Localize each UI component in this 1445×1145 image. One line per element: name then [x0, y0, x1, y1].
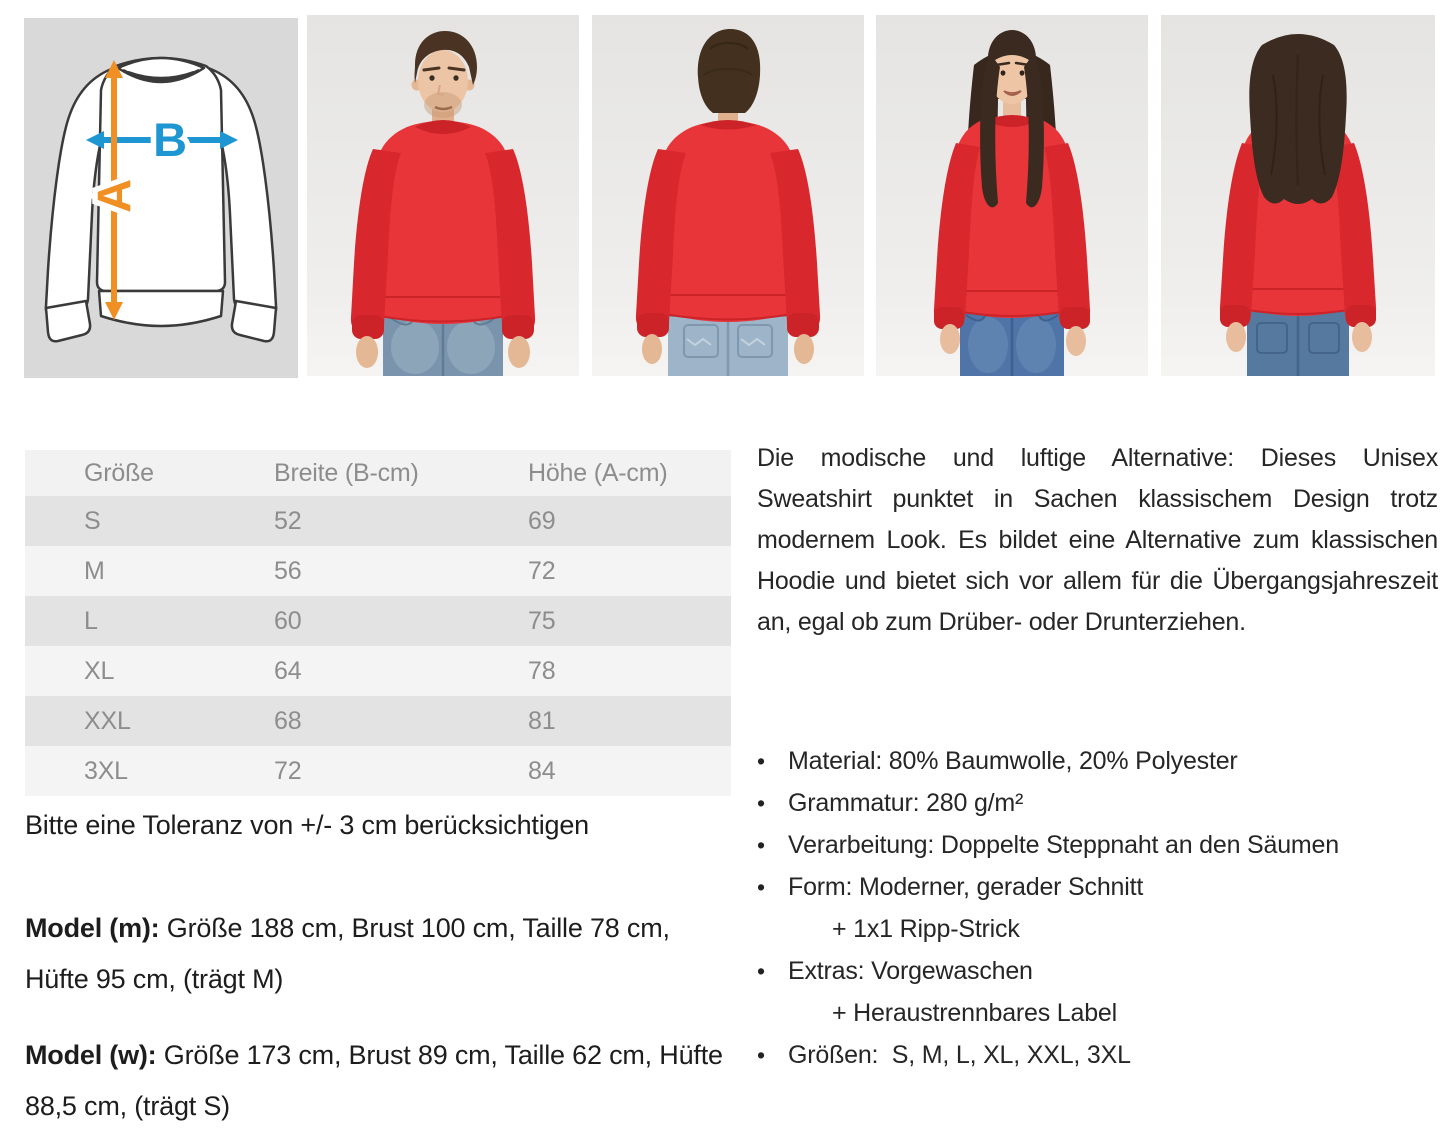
model-w-description: [25, 1030, 737, 1132]
table-row: [25, 646, 731, 696]
breite-cell: 68: [274, 706, 302, 735]
bullet-icon: [757, 782, 788, 824]
width-label-b: B: [153, 113, 187, 166]
hand: [356, 336, 378, 368]
sweatshirt: [636, 120, 820, 337]
hand: [508, 336, 530, 368]
hoehe-cell: 75: [528, 606, 556, 635]
photo-man-front: [307, 15, 579, 376]
hoehe-cell: 69: [528, 506, 556, 535]
hand: [642, 334, 662, 364]
tolerance-note: Bitte eine Toleranz von +/- 3 cm berücksichtigen: [25, 810, 589, 840]
hand: [940, 324, 960, 354]
jeans: [1247, 309, 1349, 376]
feature-item-grammatur: • Grammatur: 280 g/m²: [757, 782, 1439, 824]
feature-item-verarbeitung: • Verarbeitung: Doppelte Steppnaht an den Säumen: [757, 824, 1439, 866]
product-description: Die modische und luftige Alternative: Dieses Unisex Sweatshirt punktet in Sachen klassischem Design trotz modernem Look. Es bildet eine Alternative zum klassischen Hoodie und bietet sich vor allem für die Übergangsjahreszeit an, egal ob zum Drüber- oder Drunterziehen.: [757, 444, 1438, 636]
hand: [794, 334, 814, 364]
size-cell: L: [84, 606, 98, 635]
bullet-icon: [757, 824, 788, 866]
table-row: [25, 546, 731, 596]
size-cell: XXL: [84, 706, 131, 735]
size-diagram-panel: [24, 18, 298, 378]
hoehe-cell: 72: [528, 556, 556, 585]
feature-list: [757, 740, 1439, 1076]
breite-cell: 60: [274, 606, 302, 635]
feature-item-groessen: • Größen: S, M, L, XL, XXL, 3XL: [757, 1034, 1439, 1076]
hair-back: [1249, 34, 1346, 204]
woman-front-illustration: [876, 15, 1148, 376]
bullet-icon: [757, 950, 788, 992]
hand: [1226, 322, 1246, 352]
model-w-label: Model (w):: [25, 1040, 157, 1070]
bullet-icon: [757, 740, 788, 782]
breite-cell: 52: [274, 506, 302, 535]
table-row: [25, 696, 731, 746]
model-m-label: Model (m):: [25, 913, 160, 943]
head: [698, 29, 760, 113]
model-m-text: Größe 188 cm, Brust 100 cm, Taille 78 cm, Hüfte 95 cm, (trägt M): [25, 913, 670, 994]
photo-woman-back: [1161, 15, 1435, 376]
size-table-header: [25, 450, 731, 496]
sweatshirt-outline: [46, 58, 276, 341]
breite-cell: 72: [274, 756, 302, 785]
model-m-description: [25, 903, 737, 1005]
feature-item-extras: • Extras: Vorgewaschen: [757, 950, 1439, 992]
bullet-icon: [757, 866, 788, 908]
jeans: [960, 309, 1064, 376]
column-header-hoehe: Höhe (A-cm): [528, 458, 668, 487]
model-w-text: Größe 173 cm, Brust 89 cm, Taille 62 cm, Hüfte 88,5 cm, (trägt S): [25, 1040, 723, 1121]
hoehe-cell: 78: [528, 656, 556, 685]
sweatshirt-measurement-diagram: [24, 18, 298, 378]
table-row: [25, 746, 731, 796]
hoehe-cell: 84: [528, 756, 556, 785]
table-row: [25, 496, 731, 546]
table-row: [25, 596, 731, 646]
hoehe-cell: 81: [528, 706, 556, 735]
sweatshirt: [934, 115, 1090, 329]
size-cell: 3XL: [84, 756, 128, 785]
man-front-illustration: [307, 15, 579, 376]
bullet-icon: [757, 1034, 788, 1076]
size-cell: S: [84, 506, 101, 535]
size-cell: XL: [84, 656, 115, 685]
feature-item-form: • Form: Moderner, gerader Schnitt: [757, 866, 1439, 908]
size-table: [25, 450, 731, 796]
man-back-illustration: [592, 15, 864, 376]
feature-item-material: • Material: 80% Baumwolle, 20% Polyester: [757, 740, 1439, 782]
feature-sub-ripp-strick: + 1x1 Ripp-Strick: [832, 915, 1020, 943]
photo-man-back: [592, 15, 864, 376]
feature-sub-label: + Heraustrennbares Label: [832, 999, 1117, 1027]
sweatshirt: [351, 120, 535, 339]
breite-cell: 56: [274, 556, 302, 585]
woman-back-illustration: [1161, 15, 1435, 376]
column-header-breite: Breite (B-cm): [274, 458, 419, 487]
breite-cell: 64: [274, 656, 302, 685]
hand: [1066, 326, 1086, 356]
size-cell: M: [84, 556, 105, 585]
height-label-a: A: [87, 179, 141, 213]
hand: [1352, 322, 1372, 352]
photo-woman-front: [876, 15, 1148, 376]
column-header-groesse: Größe: [84, 458, 154, 487]
